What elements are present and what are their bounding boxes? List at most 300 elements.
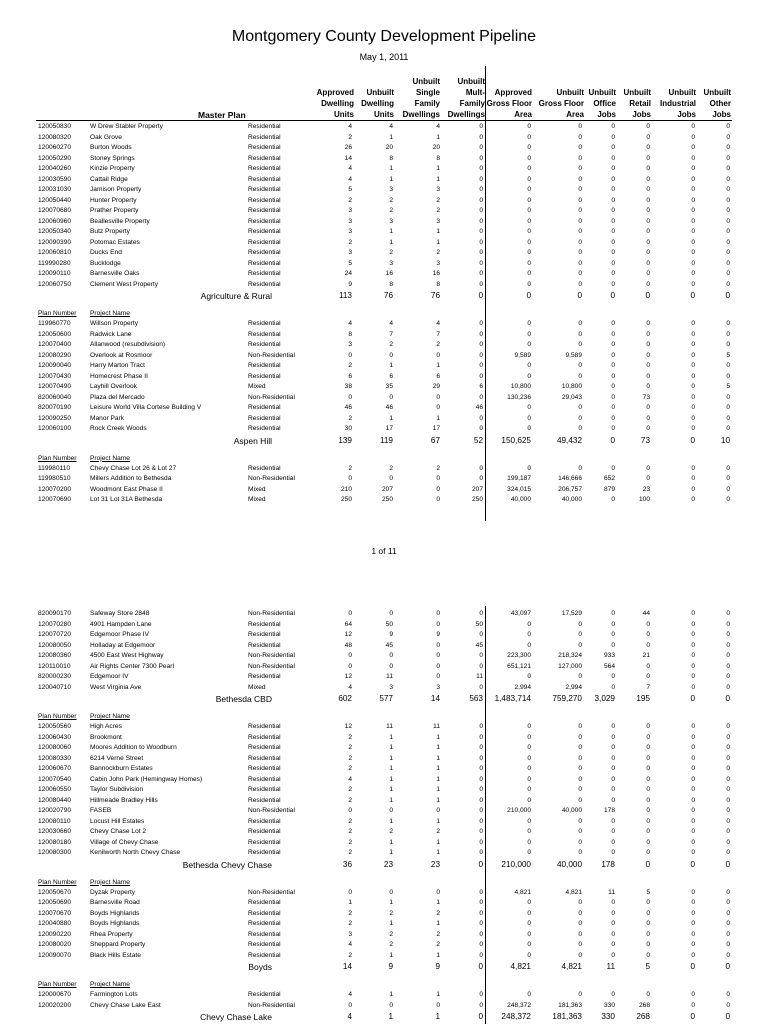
project-name: Sheppard Property — [90, 941, 146, 948]
cell-value: 1 — [436, 754, 440, 762]
cell-value: 0 — [646, 765, 650, 772]
cell-value: 0 — [691, 154, 695, 162]
plan-number: 120070490 — [38, 383, 72, 390]
cell-value: 0 — [646, 838, 650, 846]
cell-value: 0 — [611, 280, 615, 288]
cell-value: 20 — [432, 144, 440, 151]
table-row — [0, 775, 768, 786]
cell-value: 0 — [726, 765, 730, 772]
total-value: 268 — [636, 1012, 650, 1021]
total-value: 181,363 — [552, 1012, 582, 1021]
cell-value: 0 — [691, 888, 695, 896]
cell-value: 0 — [646, 909, 650, 917]
cell-value: 0 — [578, 425, 582, 432]
cell-value: 4 — [348, 123, 352, 130]
cell-value: 0 — [479, 133, 483, 141]
table-row — [0, 185, 768, 196]
project-type: Residential — [248, 217, 281, 225]
cell-value: 0 — [611, 620, 615, 628]
plan-number: 820000230 — [38, 673, 72, 680]
table-row — [0, 361, 768, 372]
cell-value: 0 — [578, 796, 582, 804]
col-unbuilt-dwelling-units: Unbuilt Dwelling Units — [361, 88, 394, 119]
table-row — [0, 785, 768, 796]
total-value: 0 — [690, 1012, 695, 1021]
cell-value: 0 — [691, 404, 695, 411]
table-row — [0, 382, 768, 393]
cell-value: 0 — [691, 849, 695, 856]
cell-value: 6 — [389, 372, 393, 380]
cell-value: 0 — [726, 320, 730, 327]
cell-value: 0 — [611, 186, 615, 193]
cell-value: 0 — [646, 175, 650, 183]
cell-value: 0 — [646, 464, 650, 472]
cell-value: 0 — [348, 393, 352, 401]
cell-value: 2 — [436, 341, 440, 348]
plan-number: 820060040 — [38, 393, 72, 401]
cell-value: 2 — [436, 207, 440, 214]
table-page-top — [0, 122, 768, 506]
project-type: Residential — [248, 828, 281, 835]
cell-value: 0 — [527, 754, 531, 762]
cell-value: 0 — [611, 683, 615, 691]
cell-value: 0 — [646, 383, 650, 390]
cell-value: 0 — [578, 217, 582, 225]
cell-value: 0 — [691, 341, 695, 348]
total-value: 0 — [610, 291, 615, 300]
cell-value: 0 — [578, 775, 582, 783]
cell-value: 0 — [726, 631, 730, 638]
cell-value: 0 — [436, 610, 440, 617]
table-row — [0, 403, 768, 414]
cell-value: 0 — [611, 341, 615, 348]
cell-value: 4 — [436, 320, 440, 327]
cell-value: 5 — [726, 351, 730, 359]
plan-number: 120020200 — [38, 1001, 72, 1009]
cell-value: 2 — [348, 909, 352, 917]
cell-value: 0 — [527, 425, 531, 432]
cell-value: 879 — [603, 485, 615, 493]
master-plan-area: Boyds — [248, 962, 272, 972]
plan-number-label: Plan Number — [38, 310, 77, 317]
cell-value: 207 — [471, 485, 483, 493]
cell-value: 0 — [578, 631, 582, 638]
cell-value: 0 — [479, 186, 483, 193]
cell-value: 17 — [432, 425, 440, 432]
cell-value: 250 — [471, 496, 483, 503]
cell-value: 1 — [389, 765, 393, 772]
cell-value: 0 — [611, 744, 615, 751]
plan-number: 120080110 — [38, 817, 71, 825]
table-row — [0, 474, 768, 485]
project-type: Residential — [248, 909, 281, 917]
cell-value: 2 — [389, 828, 393, 835]
cell-value: 0 — [691, 485, 695, 493]
cell-value: 0 — [726, 404, 730, 411]
master-plan-area: Bethesda CBD — [215, 694, 272, 704]
cell-value: 0 — [691, 123, 695, 130]
cell-value: 0 — [578, 249, 582, 256]
cell-value: 0 — [646, 330, 650, 338]
project-type: Residential — [248, 228, 281, 235]
cell-value: 3 — [348, 207, 352, 214]
table-row — [0, 651, 768, 662]
cell-value: 0 — [578, 723, 582, 730]
project-name-label: Project Name — [90, 878, 130, 886]
total-value: 0 — [690, 962, 695, 971]
cell-value: 0 — [578, 238, 582, 246]
cell-value: 0 — [726, 228, 730, 235]
cell-value: 268 — [638, 1001, 650, 1009]
project-type: Residential — [248, 786, 281, 793]
plan-number: 120060430 — [38, 733, 72, 741]
cell-value: 210,000 — [507, 807, 531, 814]
cell-value: 7 — [646, 683, 650, 691]
col-unbuilt-gfa: Unbuilt Gross Floor Area — [538, 88, 584, 119]
cell-value: 0 — [646, 930, 650, 938]
total-value: 0 — [690, 435, 695, 445]
cell-value: 11 — [476, 673, 483, 680]
cell-value: 0 — [726, 464, 730, 472]
cell-value: 0 — [726, 641, 730, 649]
cell-value: 0 — [348, 662, 352, 670]
cell-value: 0 — [691, 909, 695, 917]
project-name: Millers Addition to Bethesda — [90, 475, 172, 482]
cell-value: 0 — [646, 631, 650, 638]
cell-value: 0 — [479, 330, 483, 338]
project-name: Butz Property — [90, 228, 130, 235]
cell-value: 5 — [646, 888, 650, 896]
cell-value: 3 — [348, 217, 352, 225]
project-type: Residential — [248, 414, 281, 422]
project-name: Leisure World Villa Cortese Building V — [90, 404, 202, 411]
cell-value: 1 — [436, 175, 440, 183]
cell-value: 0 — [527, 207, 531, 214]
cell-value: 2 — [389, 207, 393, 214]
cell-value: 0 — [646, 425, 650, 432]
cell-value: 0 — [726, 144, 730, 151]
cell-value: 3 — [348, 249, 352, 256]
cell-value: 8 — [389, 280, 393, 288]
cell-value: 0 — [611, 496, 615, 503]
project-name: Hunter Property — [90, 196, 137, 204]
cell-value: 0 — [348, 351, 352, 359]
table-row — [0, 672, 768, 683]
cell-value: 10,800 — [561, 383, 582, 390]
project-type: Residential — [248, 849, 281, 856]
plan-number-label: Plan Number — [38, 878, 77, 886]
project-name: W Drew Stabler Property — [90, 123, 163, 130]
cell-value: 0 — [479, 849, 483, 856]
plan-number: 120020790 — [38, 807, 72, 814]
cell-value: 0 — [691, 765, 695, 772]
cell-value: 11 — [386, 673, 393, 680]
cell-value: 0 — [611, 849, 615, 856]
cell-value: 146,666 — [558, 475, 582, 482]
cell-value: 0 — [611, 404, 615, 411]
total-value: 119 — [379, 435, 393, 445]
cell-value: 1 — [389, 775, 393, 783]
cell-value: 178 — [603, 807, 615, 814]
plan-number: 120080300 — [38, 849, 72, 856]
cell-value: 0 — [578, 270, 582, 277]
cell-value: 1 — [348, 899, 352, 906]
table-row — [0, 217, 768, 228]
cell-value: 223,300 — [507, 652, 531, 659]
cell-value: 0 — [726, 1001, 730, 1009]
cell-value: 0 — [611, 383, 615, 390]
cell-value: 0 — [527, 991, 531, 998]
project-type: Residential — [248, 362, 281, 369]
cell-value: 0 — [479, 775, 483, 783]
plan-number: 120050830 — [38, 123, 72, 130]
cell-value: 0 — [479, 259, 483, 267]
cell-value: 0 — [479, 280, 483, 288]
cell-value: 0 — [578, 909, 582, 917]
cell-value: 0 — [646, 144, 650, 151]
cell-value: 5 — [348, 259, 352, 267]
cell-value: 0 — [479, 270, 483, 277]
cell-value: 0 — [726, 280, 730, 288]
project-type: Non-Residential — [248, 888, 295, 896]
cell-value: 0 — [527, 838, 531, 846]
cell-value: 2 — [436, 464, 440, 472]
cell-value: 40,000 — [561, 496, 582, 503]
project-name: Kinzie Property — [90, 165, 135, 172]
cell-value: 0 — [479, 754, 483, 762]
cell-value: 0 — [578, 951, 582, 959]
cell-value: 2 — [348, 238, 352, 246]
project-type: Residential — [248, 330, 281, 338]
cell-value: 0 — [611, 817, 615, 825]
table-row — [0, 743, 768, 754]
total-value: 248,372 — [501, 1012, 531, 1021]
cell-value: 0 — [691, 1001, 695, 1009]
plan-number: 120090220 — [38, 930, 72, 938]
cell-value: 0 — [646, 641, 650, 649]
cell-value: 0 — [691, 744, 695, 751]
cell-value: 0 — [611, 838, 615, 846]
project-type: Residential — [248, 991, 281, 998]
cell-value: 0 — [527, 733, 531, 741]
cell-value: 0 — [646, 662, 650, 670]
cell-value: 0 — [726, 828, 730, 835]
cell-value: 651,121 — [507, 662, 531, 670]
cell-value: 21 — [642, 652, 650, 659]
total-value: 0 — [725, 962, 730, 971]
total-value: 139 — [338, 435, 352, 445]
cell-value: 0 — [479, 796, 483, 804]
total-value: 11 — [606, 962, 615, 971]
master-plan-header: Master Plan — [198, 110, 246, 120]
table-row — [0, 683, 768, 694]
cell-value: 0 — [479, 951, 483, 959]
cell-value: 2,994 — [514, 683, 531, 691]
project-type: Non-Residential — [248, 1001, 295, 1009]
cell-value: 0 — [691, 393, 695, 401]
total-value: 4,821 — [510, 962, 531, 971]
cell-value: 0 — [726, 610, 730, 617]
cell-value: 0 — [479, 414, 483, 422]
cell-value: 933 — [603, 652, 615, 659]
cell-value: 0 — [611, 775, 615, 783]
cell-value: 0 — [611, 259, 615, 267]
project-type: Residential — [248, 144, 281, 151]
cell-value: 12 — [344, 631, 352, 638]
cell-value: 250 — [340, 496, 352, 503]
cell-value: 4 — [389, 123, 393, 130]
cell-value: 0 — [436, 807, 440, 814]
total-value: 9 — [388, 962, 393, 971]
total-value: 0 — [645, 291, 650, 300]
cell-value: 2 — [389, 341, 393, 348]
cell-value: 0 — [436, 641, 440, 649]
cell-value: 0 — [479, 341, 483, 348]
plan-number: 120060810 — [38, 249, 72, 256]
cell-value: 50 — [475, 620, 483, 628]
cell-value: 0 — [479, 930, 483, 938]
project-type: Residential — [248, 270, 281, 277]
cell-value: 0 — [646, 951, 650, 959]
table-row — [0, 175, 768, 186]
cell-value: 0 — [578, 320, 582, 327]
project-type: Residential — [248, 723, 281, 730]
cell-value: 0 — [691, 351, 695, 359]
cell-value: 250 — [381, 496, 393, 503]
cell-value: 0 — [389, 888, 393, 896]
cell-value: 330 — [603, 1001, 615, 1009]
table-row — [0, 919, 768, 930]
cell-value: 0 — [479, 165, 483, 172]
cell-value: 0 — [611, 133, 615, 141]
table-page-bottom — [0, 609, 768, 1026]
table-row — [0, 259, 768, 270]
project-name: Brookmont — [90, 733, 122, 741]
plan-number: 120090110 — [38, 270, 71, 277]
project-name-label: Project Name — [90, 981, 130, 988]
cell-value: 0 — [726, 888, 730, 896]
cell-value: 46 — [475, 404, 483, 411]
cell-value: 0 — [527, 186, 531, 193]
cell-value: 0 — [479, 920, 483, 927]
cell-value: 16 — [385, 270, 393, 277]
total-value: 195 — [636, 694, 650, 703]
cell-value: 0 — [479, 817, 483, 825]
cell-value: 0 — [726, 652, 730, 659]
cell-value: 0 — [389, 393, 393, 401]
plan-number: 120070680 — [38, 207, 72, 214]
cell-value: 2 — [436, 930, 440, 938]
total-value: 0 — [725, 694, 730, 703]
cell-value: 1 — [436, 796, 440, 804]
cell-value: 1 — [436, 744, 440, 751]
cell-value: 0 — [436, 475, 440, 482]
cell-value: 0 — [646, 475, 650, 482]
cell-value: 0 — [348, 807, 352, 814]
total-value: 602 — [338, 694, 352, 703]
cell-value: 0 — [527, 620, 531, 628]
cell-value: 0 — [726, 754, 730, 762]
cell-value: 0 — [578, 464, 582, 472]
col-unbuilt-multi-family: Unbuilt Mult- Family Dwellings — [447, 77, 485, 119]
cell-value: 0 — [726, 817, 730, 825]
cell-value: 0 — [646, 849, 650, 856]
cell-value: 2 — [348, 920, 352, 927]
cell-value: 1 — [436, 733, 440, 741]
cell-value: 0 — [691, 641, 695, 649]
cell-value: 0 — [611, 951, 615, 959]
cell-value: 0 — [479, 362, 483, 369]
cell-value: 5 — [348, 186, 352, 193]
plan-number: 120080050 — [38, 641, 72, 649]
cell-value: 0 — [527, 133, 531, 141]
cell-value: 0 — [479, 991, 483, 998]
cell-value: 0 — [611, 372, 615, 380]
cell-value: 0 — [726, 662, 730, 670]
cell-value: 0 — [479, 683, 483, 691]
project-type: Mixed — [248, 496, 266, 503]
total-value: 49,432 — [556, 435, 582, 445]
cell-value: 0 — [691, 249, 695, 256]
cell-value: 0 — [527, 941, 531, 948]
cell-value: 1 — [389, 744, 393, 751]
cell-value: 0 — [726, 186, 730, 193]
cell-value: 0 — [578, 920, 582, 927]
cell-value: 0 — [527, 673, 531, 680]
table-row — [0, 238, 768, 249]
cell-value: 0 — [611, 351, 615, 359]
project-type: Residential — [248, 838, 281, 846]
cell-value: 46 — [385, 404, 393, 411]
cell-value: 0 — [611, 765, 615, 772]
cell-value: 3 — [389, 259, 393, 267]
cell-value: 4 — [348, 991, 352, 998]
cell-value: 4 — [348, 941, 352, 948]
cell-value: 0 — [691, 330, 695, 338]
cell-value: 0 — [726, 425, 730, 432]
cell-value: 1 — [389, 838, 393, 846]
project-type: Residential — [248, 754, 281, 762]
cell-value: 0 — [479, 807, 483, 814]
cell-value: 0 — [527, 196, 531, 204]
cell-value: 0 — [389, 662, 393, 670]
cell-value: 0 — [611, 909, 615, 917]
cell-value: 0 — [436, 673, 440, 680]
cell-value: 0 — [578, 144, 582, 151]
cell-value: 0 — [578, 754, 582, 762]
cell-value: 0 — [691, 496, 695, 503]
cell-value: 1 — [436, 414, 440, 422]
plan-number: 120050600 — [38, 330, 72, 338]
cell-value: 46 — [344, 404, 352, 411]
cell-value: 0 — [578, 930, 582, 938]
cell-value: 0 — [691, 259, 695, 267]
plan-number-label: Plan Number — [38, 713, 77, 720]
project-name: West Virginia Ave — [90, 683, 142, 691]
cell-value: 0 — [691, 475, 695, 482]
cell-value: 2 — [348, 817, 352, 825]
cell-value: 1 — [389, 817, 393, 825]
cell-value: 0 — [691, 464, 695, 472]
cell-value: 2 — [348, 733, 352, 741]
project-type: Mixed — [248, 383, 266, 390]
cell-value: 0 — [527, 372, 531, 380]
project-name: 4901 Hampden Lane — [90, 620, 152, 628]
cell-value: 0 — [479, 631, 483, 638]
column-header — [0, 72, 768, 120]
cell-value: 0 — [578, 744, 582, 751]
cell-value: 1 — [389, 951, 393, 959]
